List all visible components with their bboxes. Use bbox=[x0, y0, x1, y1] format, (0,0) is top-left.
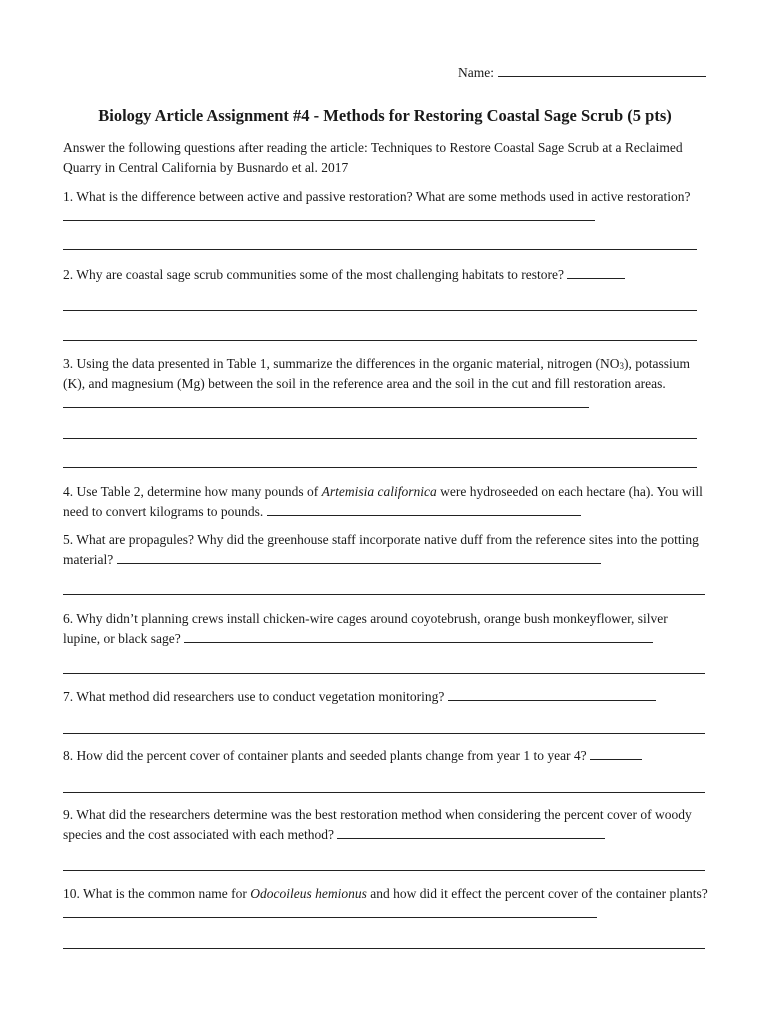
answer-blank bbox=[117, 550, 601, 564]
question-1-text: 1. What is the difference between active and passive restoration? What are some methods used in active restoration? bbox=[63, 189, 691, 204]
answer-line bbox=[63, 310, 697, 311]
question-4-species: Artemisia californica bbox=[321, 484, 437, 499]
answer-blank bbox=[448, 687, 656, 701]
question-3-subscript: 3 bbox=[619, 361, 624, 371]
answer-blank bbox=[63, 207, 595, 221]
name-blank bbox=[498, 64, 706, 77]
question-5-text: 5. What are propagules? Why did the greenhouse staff incorporate native duff from the reference sites into the potting material? bbox=[63, 532, 699, 567]
answer-blank bbox=[63, 394, 589, 408]
question-4-text-cont: were hydroseeded on each hectare (ha). You will need to convert kilograms to pounds. bbox=[63, 484, 703, 519]
answer-line bbox=[63, 733, 705, 734]
name-field bbox=[458, 64, 706, 81]
question-3-text: 3. Using the data presented in Table 1, summarize the differences in the organic material, nitrogen (NO bbox=[63, 356, 620, 371]
question-10-text-cont: and how did it effect the percent cover of the container plants? bbox=[366, 886, 708, 901]
question-4-text: 4. Use Table 2, determine how many pounds of bbox=[63, 484, 322, 499]
page-title: Biology Article Assignment #4 - Methods for Restoring Coastal Sage Scrub (5 pts) bbox=[98, 106, 672, 125]
question-9 bbox=[63, 805, 708, 845]
answer-blank bbox=[590, 746, 642, 760]
question-8 bbox=[63, 746, 708, 766]
answer-line bbox=[63, 948, 705, 949]
question-3-text-cont: ), potassium (K), and magnesium (Mg) between the soil in the reference area and the soil in the cut and fill restoration areas. bbox=[63, 356, 690, 391]
answer-line bbox=[63, 673, 705, 674]
question-10 bbox=[63, 884, 708, 924]
answer-line bbox=[63, 438, 697, 439]
question-2 bbox=[63, 265, 708, 285]
question-10-text: 10. What is the common name for bbox=[63, 886, 251, 901]
answer-line bbox=[63, 249, 697, 250]
answer-line bbox=[63, 340, 697, 341]
answer-blank bbox=[337, 825, 605, 839]
question-7-text: 7. What method did researchers use to conduct vegetation monitoring? bbox=[63, 689, 445, 704]
answer-blank bbox=[567, 265, 625, 279]
question-3 bbox=[63, 354, 708, 414]
question-6-text: 6. Why didn’t planning crews install chicken-wire cages around coyotebrush, orange bush monkeyflower, silver lupine, or black sage? bbox=[63, 611, 668, 646]
question-5 bbox=[63, 530, 708, 570]
name-label: Name: bbox=[458, 65, 494, 80]
answer-line bbox=[63, 870, 705, 871]
question-8-text: 8. How did the percent cover of container plants and seeded plants change from year 1 to year 4? bbox=[63, 748, 587, 763]
question-6 bbox=[63, 609, 708, 649]
question-7 bbox=[63, 687, 708, 707]
question-10-species: Odocoileus hemionus bbox=[250, 886, 367, 901]
answer-blank bbox=[184, 629, 653, 643]
answer-blank bbox=[267, 502, 581, 516]
question-1 bbox=[63, 187, 708, 227]
answer-line bbox=[63, 467, 697, 468]
answer-line bbox=[63, 792, 705, 793]
question-2-text: 2. Why are coastal sage scrub communities some of the most challenging habitats to restore? bbox=[63, 267, 564, 282]
question-4 bbox=[63, 482, 708, 522]
answer-line bbox=[63, 594, 705, 595]
instructions: Answer the following questions after reading the article: Techniques to Restore Coastal Sage Scrub at a Reclaimed Quarry in Central California by Busnardo et al. 2017 bbox=[63, 140, 683, 175]
answer-blank bbox=[63, 904, 597, 918]
question-9-text: 9. What did the researchers determine was the best restoration method when considering the percent cover of woody species and the cost associated with each method? bbox=[63, 807, 692, 842]
